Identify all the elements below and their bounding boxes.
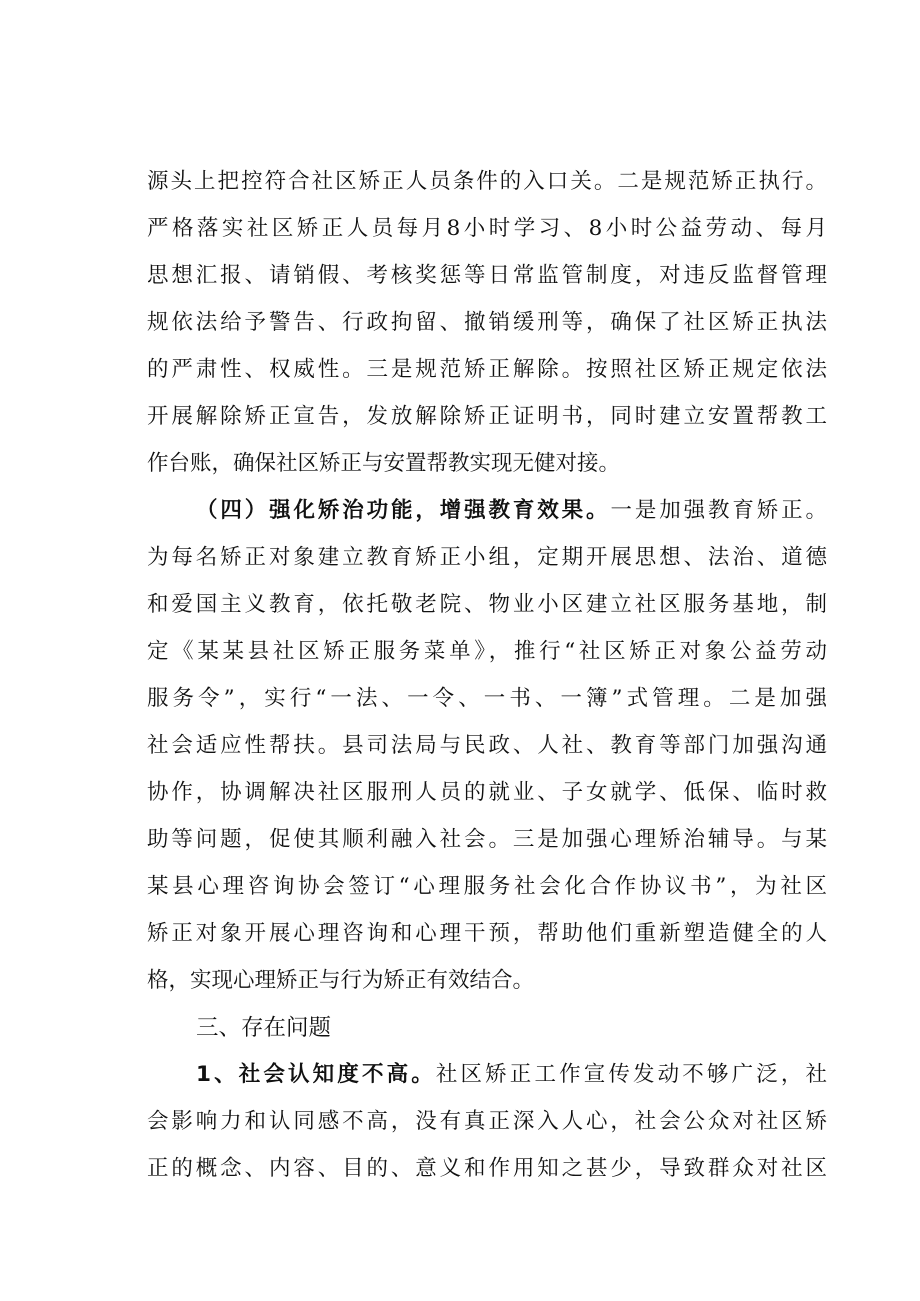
subheading-bold: （四）强化矫治功能，增强教育效果。	[196, 498, 611, 523]
text-line: 定《某某县社区矫正服务菜单》，推行“社区矫正对象公益劳动	[147, 639, 827, 664]
text-line: 的严肃性、权威性。三是规范矫正解除。按照社区矫正规定依法	[147, 357, 827, 382]
text-line: 协作，协调解决社区服刑人员的就业、子女就学、低保、临时救	[147, 780, 827, 805]
text-line: 某县心理咨询协会签订“心理服务社会化合作协议书”，为社区	[147, 874, 827, 899]
text-line: 作台账，确保社区矫正与安置帮教实现无健对接。	[147, 451, 621, 476]
text-line: 助等问题，促使其顺利融入社会。三是加强心理矫治辅导。与某	[147, 827, 827, 852]
text-line: 服务令”，实行“一法、一令、一书、一簿”式管理。二是加强	[147, 686, 827, 711]
text-line: 矫正对象开展心理咨询和心理干预，帮助他们重新塑造健全的人	[147, 921, 827, 946]
text-line: 和爱国主义教育，依托敬老院、物业小区建立社区服务基地，制	[147, 592, 827, 617]
text-line: 会影响力和认同感不高，没有真正深入人心，社会公众对社区矫	[147, 1109, 827, 1134]
text-line: 源头上把控符合社区矫正人员条件的入口关。二是规范矫正执行。	[147, 169, 827, 194]
text-line: 开展解除矫正宣告，发放解除矫正证明书，同时建立安置帮教工	[147, 404, 827, 429]
text-line: 正的概念、内容、目的、意义和作用知之甚少，导致群众对社区	[147, 1156, 827, 1181]
text-line: 格，实现心理矫正与行为矫正有效结合。	[147, 968, 535, 993]
text-line: 为每名矫正对象建立教育矫正小组，定期开展思想、法治、道德	[147, 545, 827, 570]
text-line: 思想汇报、请销假、考核奖惩等日常监管制度，对违反监督管理	[147, 263, 827, 288]
lead-text: 社区矫正工作宣传发动不够广泛，社	[435, 1062, 827, 1087]
text-line: 严格落实社区矫正人员每月8小时学习、8小时公益劳动、每月	[147, 216, 827, 241]
paragraph-lead-line	[196, 496, 827, 526]
section-heading: 三、存在问题	[196, 1015, 332, 1041]
text-line: 规依法给予警告、行政拘留、撤销缓刑等，确保了社区矫正执法	[147, 310, 827, 335]
text-line: 社会适应性帮扶。县司法局与民政、人社、教育等部门加强沟通	[147, 733, 827, 758]
paragraph-lead-line	[196, 1060, 827, 1090]
lead-text: 一是加强教育矫正。	[610, 498, 827, 523]
subheading-bold: 1、社会认知度不高。	[196, 1062, 436, 1087]
